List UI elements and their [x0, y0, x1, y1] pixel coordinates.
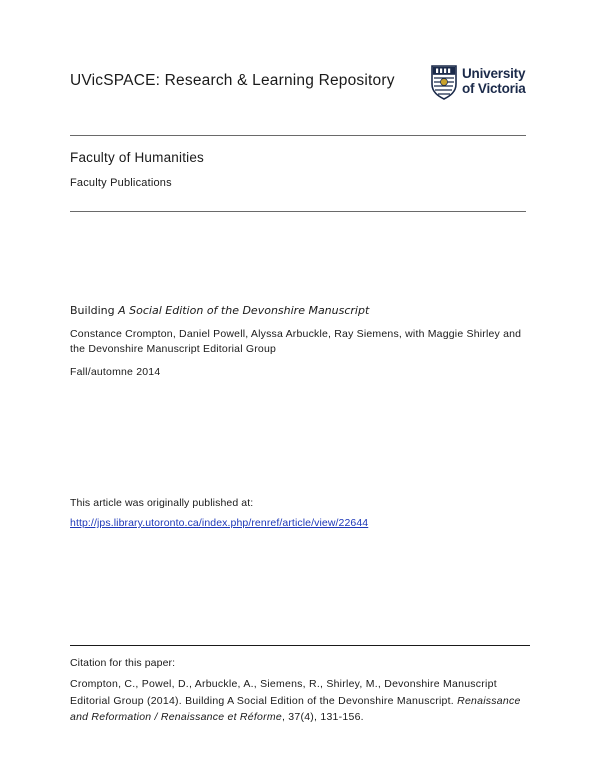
- citation-text: [70, 676, 530, 726]
- citation-journal: Renaissance and Reformation / Renaissance et Réforme: [70, 694, 521, 723]
- repository-title: UVicSPACE: Research & Learning Repository: [70, 72, 395, 89]
- published-label: This article was originally published at:: [70, 497, 254, 509]
- citation-label: Citation for this paper:: [70, 657, 176, 669]
- university-logo-text: [462, 66, 526, 96]
- section-name: Faculty Publications: [70, 177, 172, 189]
- article-date: Fall/automne 2014: [70, 366, 161, 378]
- article-title: [70, 304, 369, 317]
- header-divider: [70, 135, 526, 136]
- citation-text-part-1: Crompton, C., Powel, D., Arbuckle, A., Siemens, R., Shirley, M., Devonshire Manuscript Editorial Group (2014). Building A Social Edition of the Devonshire Manuscript.: [70, 678, 497, 707]
- logo-line-1: University: [462, 66, 526, 81]
- citation-text-part-2: , 37(4), 131-156.: [281, 711, 364, 723]
- faculty-name: Faculty of Humanities: [70, 150, 204, 165]
- article-authors: Constance Crompton, Daniel Powell, Alyssa Arbuckle, Ray Siemens, with Maggie Shirley and the Devonshire Manuscript Editorial Group: [70, 328, 522, 355]
- university-crest-icon: [430, 64, 458, 100]
- logo-line-2: of Victoria: [462, 81, 526, 96]
- university-logo: [430, 64, 530, 104]
- faculty-divider: [70, 211, 526, 212]
- article-url-link[interactable]: http://jps.library.utoronto.ca/index.php/renref/article/view/22644: [70, 517, 369, 529]
- citation-divider: [70, 645, 530, 646]
- article-title-italic: A Social Edition of the Devonshire Manuscript: [118, 304, 370, 317]
- article-title-prefix: Building: [70, 304, 119, 317]
